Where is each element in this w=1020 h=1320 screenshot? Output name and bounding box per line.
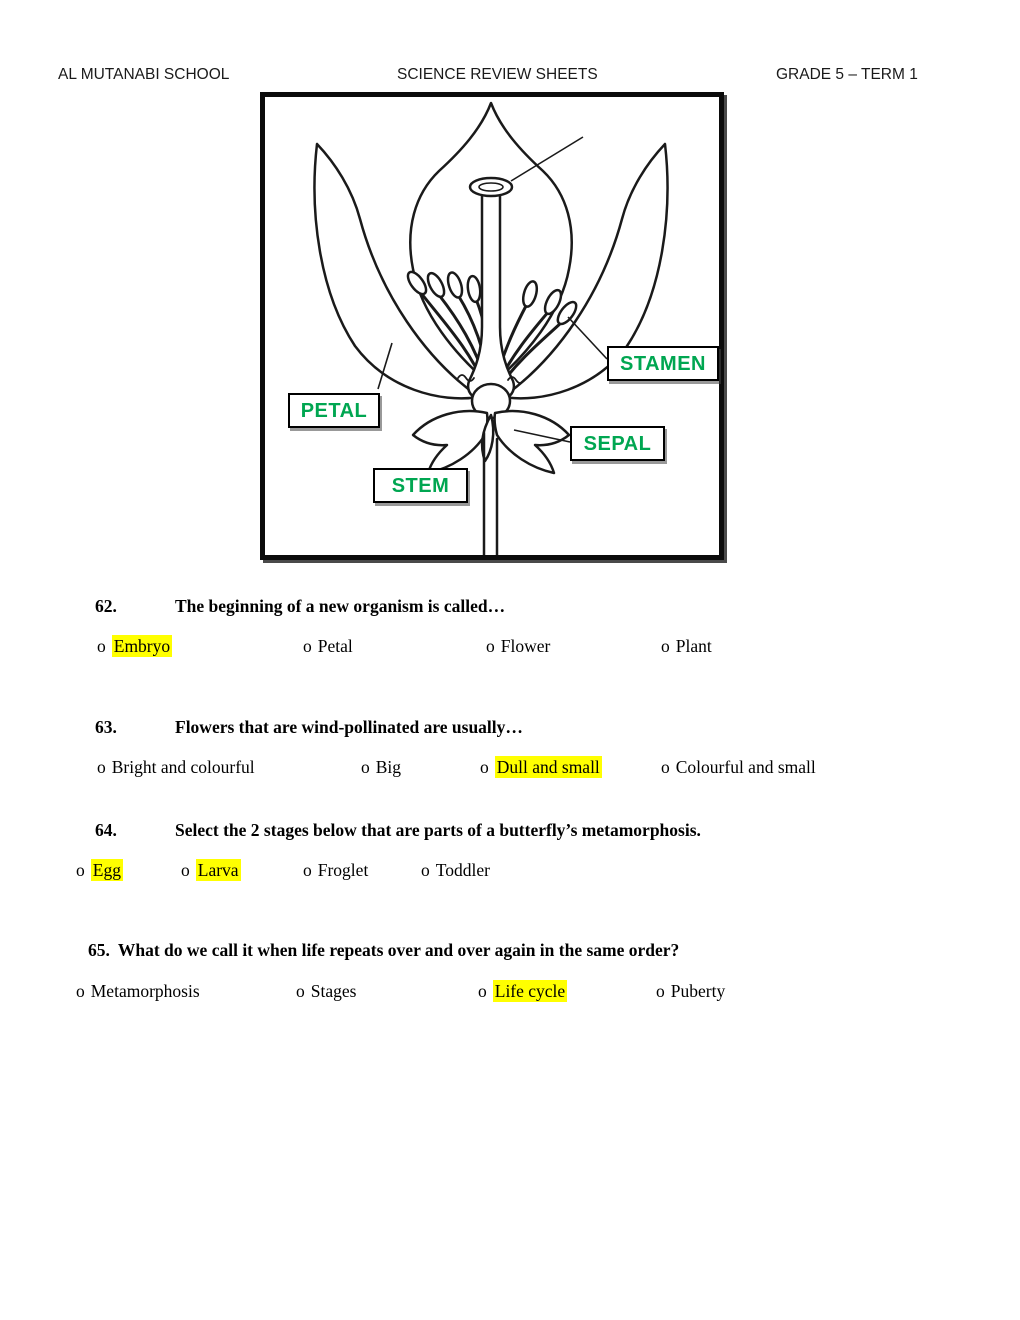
option-larva — [181, 860, 241, 881]
option-marker: o — [97, 636, 106, 656]
question-number: 65. — [88, 940, 110, 960]
question-64 — [0, 820, 1020, 844]
question-text: Flowers that are wind-pollinated are usually… — [175, 717, 523, 737]
option-label: Toddler — [435, 860, 490, 880]
question-number: 64. — [95, 820, 117, 840]
option-marker: o — [303, 636, 312, 656]
option-label: Stages — [310, 981, 357, 1001]
option-flower — [486, 636, 550, 657]
option-label: Egg — [92, 860, 121, 880]
option-bright-and-colourful — [97, 757, 255, 778]
option-marker: o — [661, 636, 670, 656]
diagram-label-stamen: STAMEN — [607, 346, 719, 381]
option-marker: o — [97, 757, 106, 777]
option-marker: o — [76, 981, 85, 1001]
question-text: Select the 2 stages below that are parts of a butterfly’s metamorphosis. — [175, 820, 701, 840]
option-toddler — [421, 860, 490, 881]
option-marker: o — [661, 757, 670, 777]
diagram-label-stem: STEM — [373, 468, 468, 503]
header-school-name: AL MUTANABI SCHOOL — [58, 66, 230, 83]
diagram-label-sepal: SEPAL — [570, 426, 665, 461]
option-label: Metamorphosis — [90, 981, 200, 1001]
option-life-cycle — [478, 981, 567, 1002]
option-label: Colourful and small — [675, 757, 816, 777]
option-marker: o — [361, 757, 370, 777]
question-number: 62. — [95, 596, 117, 616]
option-marker: o — [421, 860, 430, 880]
option-marker: o — [478, 981, 487, 1001]
option-marker: o — [486, 636, 495, 656]
option-petal — [303, 636, 353, 657]
option-plant — [661, 636, 712, 657]
question-65 — [88, 940, 679, 961]
question-63-options — [0, 757, 1020, 783]
question-text: The beginning of a new organism is called… — [175, 596, 506, 616]
option-label: Larva — [197, 860, 239, 880]
option-label: Petal — [317, 636, 353, 656]
question-text: What do we call it when life repeats over and over again in the same order? — [117, 940, 680, 960]
option-big — [361, 757, 401, 778]
option-marker: o — [656, 981, 665, 1001]
option-marker: o — [296, 981, 305, 1001]
option-marker: o — [303, 860, 312, 880]
diagram-label-petal: PETAL — [288, 393, 380, 428]
option-label: Froglet — [317, 860, 369, 880]
header-grade-term: GRADE 5 – TERM 1 — [776, 66, 918, 83]
question-63 — [0, 717, 1020, 741]
option-label: Embryo — [113, 636, 171, 656]
option-froglet — [303, 860, 368, 881]
question-65-options — [0, 981, 1020, 1007]
option-marker: o — [76, 860, 85, 880]
option-embryo — [97, 636, 172, 657]
option-label: Dull and small — [496, 757, 600, 777]
option-marker: o — [480, 757, 489, 777]
option-stages — [296, 981, 356, 1002]
flower-diagram-frame — [260, 92, 724, 560]
option-label: Plant — [675, 636, 712, 656]
option-metamorphosis — [76, 981, 200, 1002]
option-label: Life cycle — [494, 981, 566, 1001]
option-label: Bright and colourful — [111, 757, 255, 777]
option-puberty — [656, 981, 725, 1002]
option-label: Big — [375, 757, 402, 777]
sepal-group — [413, 411, 569, 473]
option-marker: o — [181, 860, 190, 880]
question-62 — [0, 596, 1020, 620]
option-egg — [76, 860, 123, 881]
option-colourful-and-small — [661, 757, 816, 778]
flower-diagram — [265, 97, 719, 555]
option-label: Flower — [500, 636, 551, 656]
question-64-options — [0, 860, 1020, 886]
option-label: Puberty — [670, 981, 726, 1001]
option-dull-and-small — [480, 757, 602, 778]
header-sheet-title: SCIENCE REVIEW SHEETS — [397, 66, 598, 83]
question-number: 63. — [95, 717, 117, 737]
question-62-options — [0, 636, 1020, 662]
